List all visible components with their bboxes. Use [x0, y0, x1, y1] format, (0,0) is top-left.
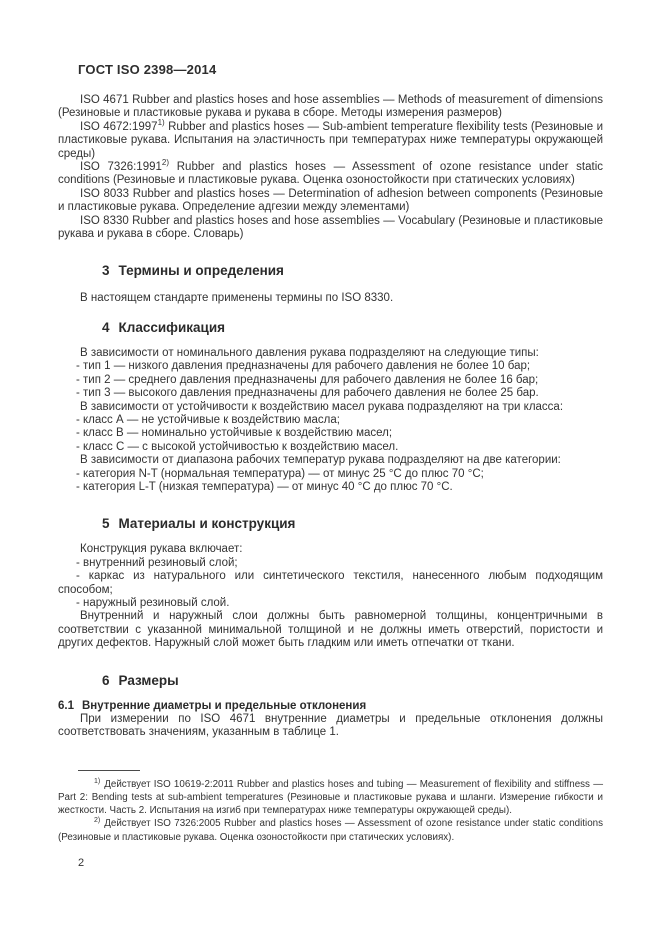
classification-intro: В зависимости от номинального давления рукава подразделяют на следующие типы: — [80, 346, 539, 359]
reference-text: ISO 8330 Rubber and plastics hoses and hose assemblies — Vocabulary (Резиновые и пластиковые рукава и рукава в сборе. Словарь) — [58, 214, 603, 241]
reference-entry-iso-4672: ISO 4672:1997$^{1)}$ Rubber and plastics hoses — Sub-ambient temperature flexibility tests (Резиновые и пластиковые рукава. Испытания на эластичность при температурах ниже температуры окружающей среды) — [58, 117, 604, 160]
footnote-1 — [58, 778, 603, 818]
footnote-marker: 2) — [94, 817, 101, 825]
section-number: 5 — [102, 516, 110, 532]
section-3-heading — [102, 263, 603, 278]
reference-entry-iso-8033 — [58, 188, 603, 215]
reference-entry-iso-8330 — [58, 215, 603, 242]
section-4-heading — [102, 320, 603, 335]
section-title: Классификация — [118, 319, 226, 335]
list-item: - тип 2 — среднего давления предназначены для рабочего давления не более 16 бар; — [76, 373, 539, 386]
classification-intro: В зависимости от устойчивости к воздействию масел рукава подразделяют на три класса: — [80, 400, 564, 413]
reference-entry-iso-7326: ISO 7326:1991$^{2)}$ Rubber and plastics hoses — Assessment of ozone resistance under static conditions (Резиновые и пластиковые рукава. Оценка озоностойкости при статических условиях) — [58, 158, 604, 187]
section-number: 6 — [102, 672, 110, 688]
section-3-paragraph: В настоящем стандарте применены термины по ISO 8330. — [80, 292, 394, 305]
list-item: - наружный резиновый слой. — [76, 596, 230, 609]
list-item: - тип 1 — низкого давления предназначены для рабочего давления не более 10 бар; — [76, 360, 531, 373]
list-item: - тип 3 — высокого давления предназначены для рабочего давления не более 25 бар. — [76, 387, 539, 400]
section-title: Материалы и конструкция — [118, 516, 296, 532]
document-title: ГОСТ ISO 2398—2014 — [78, 62, 217, 77]
section-6-paragraph: При измерении по ISO 4671 внутренние диаметры и предельные отклонения должны соответствовать значениям, указанным в таблице 1. — [58, 713, 603, 739]
footnote-marker: 1) — [157, 117, 165, 127]
section-title: Размеры — [118, 672, 179, 688]
section-title: Термины и определения — [118, 263, 284, 279]
section-5-heading — [102, 516, 603, 531]
classification-intro: В зависимости от диапазона рабочих температур рукава подразделяют на две категории: — [80, 454, 561, 467]
footnote-text: Действует ISO 7326:2005 Rubber and plastics hoses — Assessment of ozone resistance under static conditions (Резиновые и пластиковые рукава. Оценка озоностойкости при статических условиях). — [58, 818, 603, 843]
section-5-body — [58, 543, 603, 650]
reference-entry-iso-4671 — [58, 94, 603, 121]
section-number: 3 — [102, 263, 110, 279]
footnote-text: Действует ISO 10619-2:2011 Rubber and plastics hoses and tubing — Measurement of flexibility and stiffness — Part 2: Bending tests at sub-ambient temperatures (Резиновые и пластиковые рукава и шланги. Измерение гибкости и жесткости. Часть 2. Испытания на изгиб при температурах ниже температуры окружающей среды). — [58, 778, 603, 817]
footnote-marker: 1) — [94, 777, 101, 785]
list-item: - категория N-T (нормальная температура) — от минус 25 °С до плюс 70 °С; — [76, 467, 484, 480]
footnote-separator — [78, 770, 140, 771]
section-4-body — [58, 347, 603, 494]
footnotes-block — [58, 770, 603, 844]
section-number: 4 — [102, 319, 110, 335]
list-item: - внутренний резиновый слой; — [76, 556, 238, 569]
section-6-heading — [102, 673, 603, 688]
list-item: - класс С — с высокой устойчивостью к воздействию масел. — [76, 440, 399, 453]
list-item: - каркас из натурального или синтетического текстиля, нанесенного любым подходящим способом; — [58, 570, 603, 596]
construction-paragraph: Внутренний и наружный слои должны быть равномерной толщины, концентричными в соответствии с указанной минимальной толщиной и не должны иметь отверстий, пористости и других дефектов. Наружный слой может быть гладким или иметь отпечатки от ткани. — [58, 610, 603, 650]
reference-text: ISO 8033 Rubber and plastics hoses — Determination of adhesion between components (Резиновые и пластиковые рукава. Определение адгезии между элементами) — [58, 187, 603, 214]
reference-text: ISO 4671 Rubber and plastics hoses and hose assemblies — Methods of measurement of dimensions (Резиновые и пластиковые рукава и рукава в сборе. Методы измерения размеров) — [58, 94, 603, 120]
list-item: - класс А — не устойчивые к воздействию масла; — [76, 413, 340, 426]
reference-text: ISO 4672:1997 — [80, 120, 158, 133]
subsection-title: Внутренние диаметры и предельные отклонения — [82, 699, 367, 712]
list-item: - класс В — номинально устойчивые к воздействию масел; — [76, 427, 393, 440]
list-item: - категория L-T (низкая температура) — от минус 40 °С до плюс 70 °С. — [76, 480, 453, 493]
page-number: 2 — [78, 856, 85, 869]
footnote-2 — [58, 817, 603, 843]
reference-text: ISO 7326:1991 — [80, 161, 162, 174]
construction-intro: Конструкция рукава включает: — [80, 543, 243, 556]
page-content — [58, 94, 603, 869]
section-6-1-subheading — [58, 700, 603, 713]
footnote-marker: 2) — [161, 158, 170, 168]
subsection-number: 6.1 — [58, 699, 74, 712]
